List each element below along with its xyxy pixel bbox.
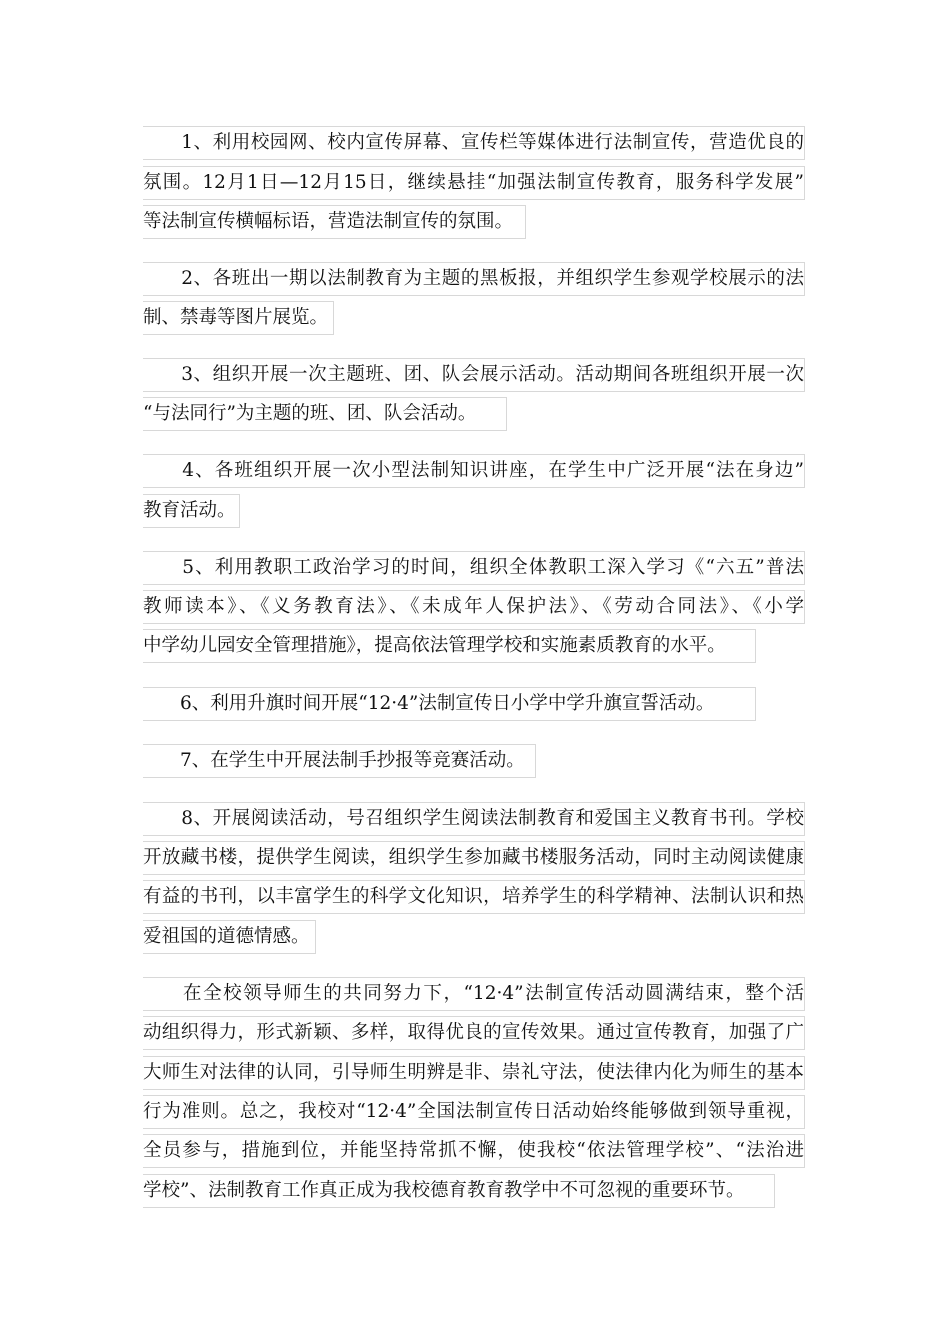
text-line: 教师读本》、《义务教育法》、《未成年人保护法》、《劳动合同法》、《小学	[143, 590, 805, 624]
text-line: 等法制宣传横幅标语，营造法制宣传的氛围。	[143, 205, 526, 239]
text-line: 全员参与，措施到位，并能坚持常抓不懈，使我校“依法管理学校”、“法治进	[143, 1134, 805, 1168]
text-line: 3、组织开展一次主题班、团、队会展示活动。活动期间各班组织开展一次	[143, 358, 805, 392]
text-line: 1、利用校园网、校内宣传屏幕、宣传栏等媒体进行法制宣传，营造优良的	[143, 126, 805, 160]
text-line: 有益的书刊，以丰富学生的科学文化知识，培养学生的科学精神、法制认识和热	[143, 880, 805, 914]
text-line: 制、禁毒等图片展览。	[143, 301, 334, 335]
text-line: 教育活动。	[143, 494, 240, 528]
text-line: 7、在学生中开展法制手抄报等竞赛活动。	[143, 744, 536, 778]
text-line: 中学幼儿园安全管理措施》，提高依法管理学校和实施素质教育的水平。	[143, 629, 756, 663]
text-line: 学校”、法制教育工作真正成为我校德育教育教学中不可忽视的重要环节。	[143, 1174, 775, 1208]
text-line: 6、利用升旗时间开展“12·4”法制宣传日小学中学升旗宣誓活动。	[143, 687, 756, 721]
text-line: 2、各班出一期以法制教育为主题的黑板报，并组织学生参观学校展示的法	[143, 262, 805, 296]
text-line: 大师生对法律的认同，引导师生明辨是非、崇礼守法，使法律内化为师生的基本	[143, 1056, 805, 1090]
text-line: 爱祖国的道德情感。	[143, 920, 316, 954]
text-line: 在全校领导师生的共同努力下，“12·4”法制宣传活动圆满结束，整个活	[143, 977, 805, 1011]
text-line: 4、各班组织开展一次小型法制知识讲座，在学生中广泛开展“法在身边”	[143, 454, 805, 488]
text-line: 动组织得力，形式新颖、多样，取得优良的宣传效果。通过宣传教育，加强了广	[143, 1016, 805, 1050]
text-line: 8、开展阅读活动，号召组织学生阅读法制教育和爱国主义教育书刊。学校	[143, 802, 805, 836]
text-line: 行为准则。总之，我校对“12·4”全国法制宣传日活动始终能够做到领导重视，	[143, 1095, 805, 1129]
text-line: 开放藏书楼，提供学生阅读，组织学生参加藏书楼服务活动，同时主动阅读健康	[143, 841, 805, 875]
text-line: 5、利用教职工政治学习的时间，组织全体教职工深入学习《“六五”普法	[143, 551, 805, 585]
text-line: 氛围。12月1日—12月15日，继续悬挂“加强法制宣传教育，服务科学发展”	[143, 166, 805, 200]
text-line: “与法同行”为主题的班、团、队会活动。	[143, 397, 507, 431]
